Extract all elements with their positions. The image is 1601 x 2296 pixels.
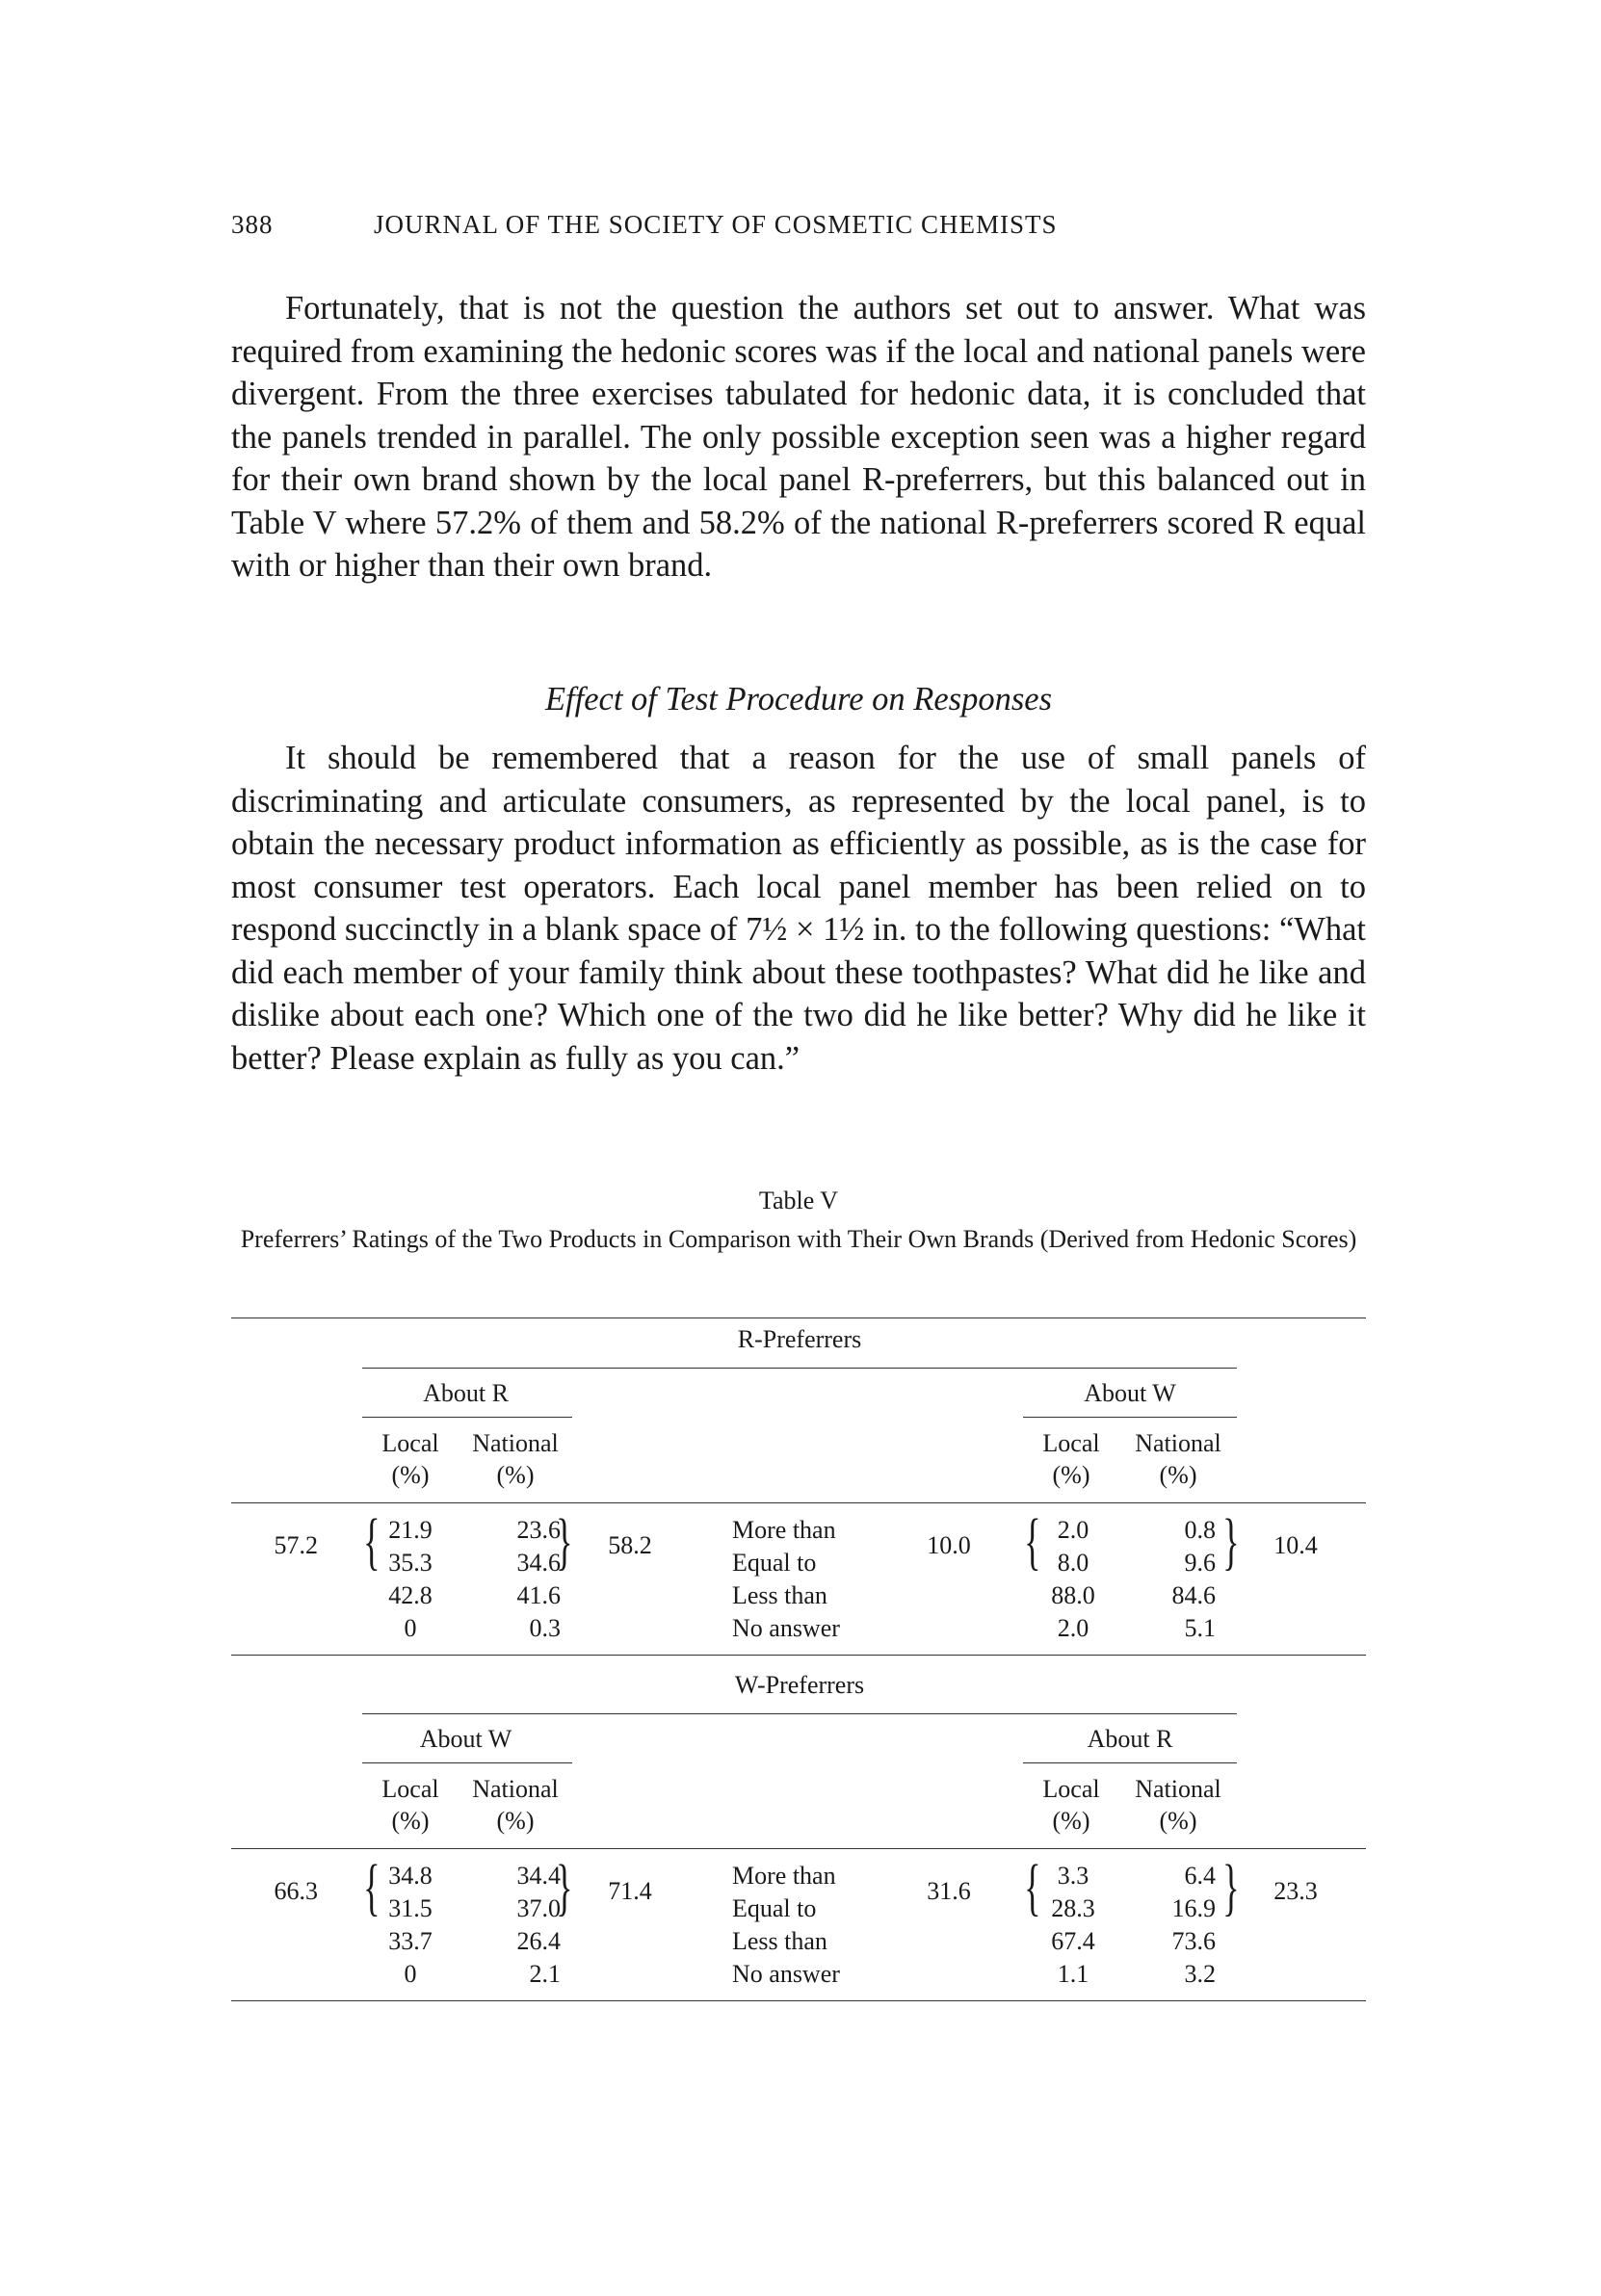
section-1-right-local-cell: 2.0 <box>1057 1614 1089 1642</box>
section-2-right-national-cell: 16.9 <box>1171 1894 1216 1922</box>
section-1-right-close-brace: } <box>1222 1506 1240 1577</box>
section-2-title: W-Preferrers <box>734 1671 865 1699</box>
section-2-title-rule <box>362 1713 1237 1714</box>
section-2-right-national-cell: 3.2 <box>1184 1960 1216 1988</box>
section-1-right-open-brace: { <box>1024 1506 1041 1577</box>
section-1-left-national-cell: 41.6 <box>516 1581 561 1609</box>
section-1-left-mid: 58.2 <box>608 1531 652 1559</box>
section-2-right-local-cell: 67.4 <box>1051 1927 1095 1955</box>
section-1-right-local-cell: 88.0 <box>1051 1581 1095 1609</box>
section-1-row-label: Less than <box>732 1581 827 1609</box>
section-2-left-local-head: Local <box>381 1775 439 1803</box>
section-2-right-local-cell: 28.3 <box>1051 1894 1095 1922</box>
paragraph-2: It should be remembered that a reason for the use of small panels of discriminating and articulate consumers, as represented by the local panel, is to obtain the necessary product information as efficiently as possible, as is the case for most consumer test operators. Each local panel member has been relied on to respond succinctly in a blank space of 7½ × 1½ in. to the following questions: “What did each member of your family think about these toothpastes? What did he like and dislike about each one? Which one of the two did he like better? Why did he like it better? Please explain as fully as you can.” <box>231 740 1366 1077</box>
section-2-right-outer: 23.3 <box>1273 1877 1318 1905</box>
section-1-right-local-cell: 2.0 <box>1057 1516 1089 1544</box>
section-1-left-national-head: National <box>472 1429 559 1457</box>
section-1-right-outer: 10.4 <box>1273 1531 1318 1559</box>
section-1-title: R-Preferrers <box>737 1325 862 1353</box>
section-2-right-close-brace: } <box>1222 1852 1240 1922</box>
section-1-row-label: More than <box>732 1516 836 1544</box>
section-2-right-group-rule <box>1023 1762 1237 1763</box>
section-1-left-group: About R <box>423 1379 509 1407</box>
section-1-left-local-cell: 42.8 <box>388 1581 433 1609</box>
section-2-left-national-cell: 26.4 <box>516 1927 561 1955</box>
section-2-left-national-head: National <box>472 1775 559 1803</box>
section-1-right-national-cell: 9.6 <box>1184 1549 1216 1577</box>
section-2-left-local-cell: 34.8 <box>388 1862 433 1890</box>
section-2-left-mid: 71.4 <box>608 1877 652 1905</box>
section-2-left-national-cell: 37.0 <box>516 1894 561 1922</box>
section-1-right-local-head: Local <box>1042 1429 1100 1457</box>
section-2-left-group-rule <box>362 1762 572 1763</box>
section-1-left-national-cell: 23.6 <box>516 1516 561 1544</box>
section-heading: Effect of Test Procedure on Responses <box>544 681 1053 718</box>
section-1-right-local-cell: 8.0 <box>1057 1549 1089 1577</box>
section-2-left-national-pct: (%) <box>496 1807 535 1835</box>
section-1-left-national-cell: 0.3 <box>529 1614 561 1642</box>
section-1-left-local-cell: 21.9 <box>388 1516 433 1544</box>
section-1-right-group: About W <box>1084 1379 1176 1407</box>
section-1-left-local-cell: 0 <box>404 1614 417 1642</box>
section-2-row-label: No answer <box>732 1960 840 1988</box>
section-1-right-national-head: National <box>1135 1429 1221 1457</box>
section-2-left-outer: 66.3 <box>274 1877 318 1905</box>
section-2-row-label: Equal to <box>732 1894 817 1922</box>
section-2-left-local-cell: 31.5 <box>388 1894 433 1922</box>
section-1-left-open-brace: { <box>363 1506 381 1577</box>
section-2-left-local-pct: (%) <box>391 1807 430 1835</box>
page-number: 388 <box>231 210 274 239</box>
section-2-right-open-brace: { <box>1024 1852 1041 1922</box>
section-2-right-national-pct: (%) <box>1159 1807 1197 1835</box>
section-2-right-national-cell: 73.6 <box>1171 1927 1216 1955</box>
section-2-bottom-rule <box>231 2000 1366 2001</box>
section-1-bottom-rule <box>231 1655 1366 1656</box>
section-1-left-local-cell: 35.3 <box>388 1549 433 1577</box>
section-2-left-close-brace: } <box>556 1852 573 1922</box>
section-1-right-national-cell: 0.8 <box>1184 1516 1216 1544</box>
section-2-left-national-cell: 2.1 <box>529 1960 561 1988</box>
section-2-right-local-cell: 3.3 <box>1057 1862 1089 1890</box>
paragraph-1: Fortunately, that is not the question the authors set out to answer. What was required from examining the hedonic scores was if the local and national panels were divergent. From the three exercises tabulated for hedonic data, it is concluded that the panels trended in parallel. The only possible exception seen was a higher regard for their own brand shown by the local panel R-preferrers, but this balanced out in Table V where 57.2% of them and 58.2% of the national R-preferrers scored R equal with or higher than their own brand. <box>231 290 1366 584</box>
section-2-right-national-head: National <box>1135 1775 1221 1803</box>
section-1-left-local-head: Local <box>381 1429 439 1457</box>
section-1-left-local-pct: (%) <box>391 1461 430 1489</box>
section-2-right-local-cell: 1.1 <box>1057 1960 1089 1988</box>
section-2-left-group: About W <box>419 1725 512 1753</box>
section-1-title-rule <box>362 1368 1237 1369</box>
section-1-row-label: Equal to <box>732 1549 817 1577</box>
section-2-left-national-cell: 34.4 <box>516 1862 561 1890</box>
section-1-right-national-cell: 84.6 <box>1171 1581 1216 1609</box>
section-2-head-rule <box>231 1848 1366 1849</box>
section-1-right-local-pct: (%) <box>1052 1461 1090 1489</box>
section-1-left-group-rule <box>362 1417 572 1418</box>
table-title: Table V <box>758 1187 839 1214</box>
section-1-right-group-rule <box>1023 1417 1237 1418</box>
section-1-left-national-cell: 34.6 <box>516 1549 561 1577</box>
section-2-left-open-brace: { <box>363 1852 381 1922</box>
section-2-right-local-pct: (%) <box>1052 1807 1090 1835</box>
section-2-right-national-cell: 6.4 <box>1184 1862 1216 1890</box>
journal-title: JOURNAL OF THE SOCIETY OF COSMETIC CHEMISTS <box>374 210 1058 239</box>
section-1-row-label: No answer <box>732 1614 840 1642</box>
section-1-left-national-pct: (%) <box>496 1461 535 1489</box>
section-1-right-national-cell: 5.1 <box>1184 1614 1216 1642</box>
section-1-head-rule <box>231 1502 1366 1503</box>
section-2-right-group: About R <box>1087 1725 1173 1753</box>
section-2-right-local-head: Local <box>1042 1775 1100 1803</box>
section-1-right-mid: 10.0 <box>927 1531 971 1559</box>
section-2-right-mid: 31.6 <box>927 1877 971 1905</box>
section-1-left-outer: 57.2 <box>274 1531 318 1559</box>
section-2-row-label: Less than <box>732 1927 827 1955</box>
section-2-row-label: More than <box>732 1862 836 1890</box>
section-2-left-local-cell: 33.7 <box>388 1927 433 1955</box>
table-caption: Preferrers’ Ratings of the Two Products in Comparison with Their Own Brands (Derived from Hedonic Scores) <box>240 1225 1357 1253</box>
section-1-right-national-pct: (%) <box>1159 1461 1197 1489</box>
section-1-left-close-brace: } <box>556 1506 573 1577</box>
section-2-left-local-cell: 0 <box>404 1960 417 1988</box>
